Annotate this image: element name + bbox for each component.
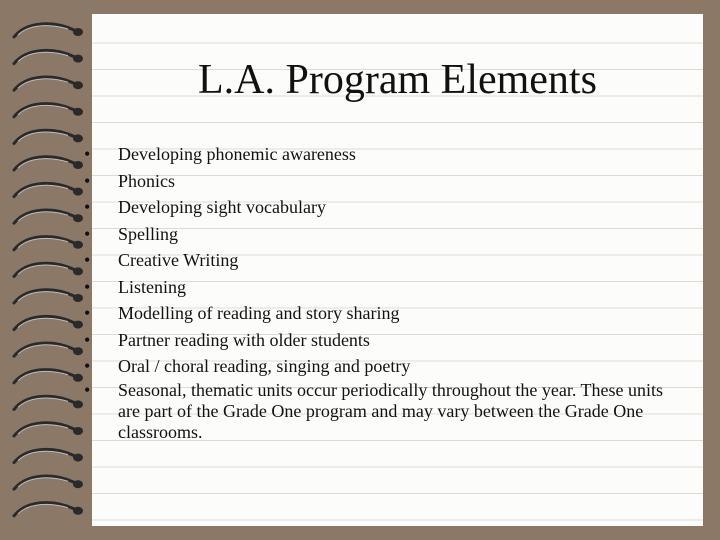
binding-ring [14,183,83,196]
binding-ring [14,157,83,170]
list-item-text: Spelling [118,223,179,244]
list-item [84,274,684,301]
list-item [84,327,684,354]
list-item-text: Partner reading with older students [118,329,370,350]
binding-ring [14,24,83,37]
bullet-icon: • [84,250,91,270]
list-item [84,300,684,327]
binding-ring [14,423,83,436]
slide-title: L.A. Program Elements [198,57,597,103]
bullet-icon: • [84,303,91,323]
binding-ring [14,263,83,276]
list-item-text: Oral / choral reading, singing and poetry [118,356,411,376]
list-item [84,247,684,274]
binding-ring [14,50,83,63]
bullet-icon: • [84,223,91,244]
list-item [84,141,684,168]
binding-ring [14,343,83,356]
binding-ring [14,104,83,117]
binding-ring [14,290,83,303]
binding-ring [14,77,83,90]
list-item [84,353,684,380]
binding-ring [14,449,83,462]
bullet-icon: • [84,276,91,297]
list-item-text: Phonics [118,170,176,191]
binding-ring [14,396,83,409]
list-item-text: Listening [118,276,186,297]
list-item [84,168,684,195]
binding-ring [14,370,83,383]
binding-ring [14,210,83,223]
list-item [84,380,684,443]
binding-ring [14,130,83,143]
list-item-text: Creative Writing [118,250,239,270]
list-item-text: Developing phonemic awareness [118,144,356,164]
bullet-icon: • [84,379,91,400]
binding-ring [14,316,83,329]
bullet-icon: • [84,144,91,164]
list-item-text: Modelling of reading and story sharing [118,303,400,323]
list-item-text: Seasonal, thematic units occur periodically throughout the year. These units are part of the Grade One program and may vary between the Grade One classrooms. [118,379,664,442]
list-item [84,221,684,248]
list-item [84,194,684,221]
bullet-list [84,141,684,443]
binding-ring [14,237,83,250]
bullet-icon: • [84,356,91,376]
list-item-text: Developing sight vocabulary [118,197,326,217]
binding-ring [14,503,83,516]
bullet-icon: • [84,329,91,350]
binding-ring [14,476,83,489]
bullet-icon: • [84,170,91,191]
bullet-icon: • [84,197,91,217]
